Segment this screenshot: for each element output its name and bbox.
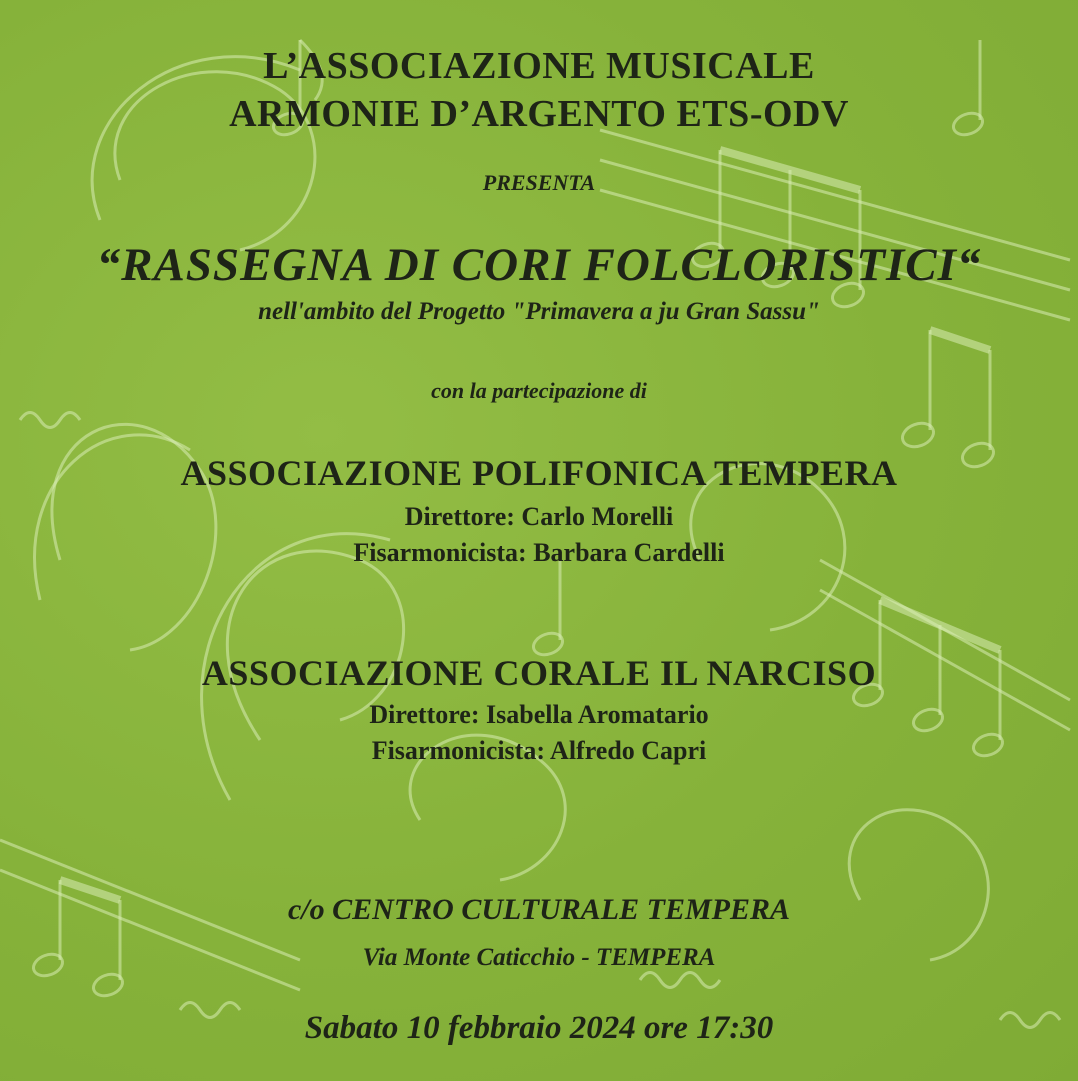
event-title: “RASSEGNA DI CORI FOLCLORISTICI“ bbox=[96, 239, 982, 291]
choir-2-name: ASSOCIAZIONE CORALE IL NARCISO bbox=[201, 653, 877, 693]
venue-address: Via Monte Caticchio - TEMPERA bbox=[362, 944, 716, 971]
venue-name: c/o CENTRO CULTURALE TEMPERA bbox=[287, 893, 790, 926]
event-datetime: Sabato 10 febbraio 2024 ore 17:30 bbox=[304, 1010, 774, 1046]
choir-2-director: Direttore: Isabella Aromatario bbox=[369, 700, 709, 729]
choir-2-accordionist: Fisarmonicista: Alfredo Capri bbox=[371, 736, 707, 765]
organizer-line-2: ARMONIE D’ARGENTO ETS-ODV bbox=[229, 93, 849, 135]
event-subtitle: nell'ambito del Progetto "Primavera a ju Gran Sassu" bbox=[258, 298, 820, 325]
choir-1-name: ASSOCIAZIONE POLIFONICA TEMPERA bbox=[180, 453, 898, 493]
organizer-line-1: L’ASSOCIAZIONE MUSICALE bbox=[263, 45, 815, 87]
participation-label: con la partecipazione di bbox=[431, 378, 647, 403]
presenta-label: PRESENTA bbox=[482, 170, 596, 195]
choir-1-accordionist: Fisarmonicista: Barbara Cardelli bbox=[353, 538, 725, 567]
choir-1-director: Direttore: Carlo Morelli bbox=[404, 502, 674, 531]
